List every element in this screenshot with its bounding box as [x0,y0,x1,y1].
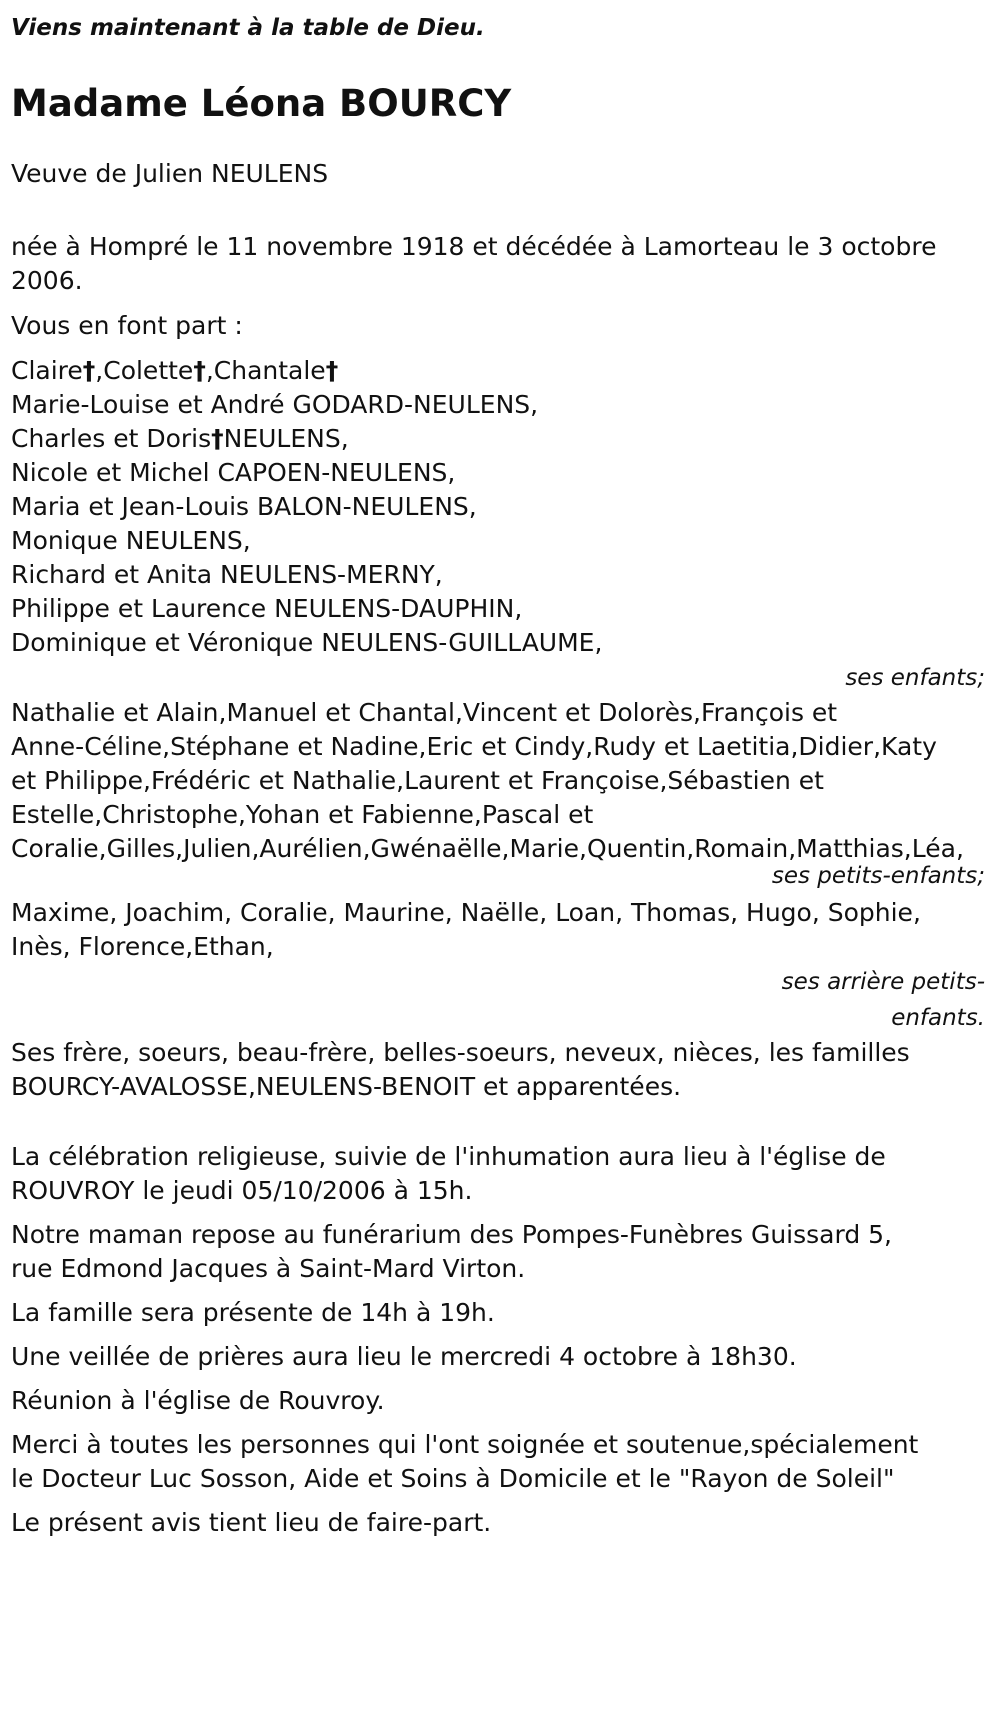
birth-death-line-1: née à Hompré le 11 novembre 1918 et décédée à Lamorteau le 3 octobre [11,232,937,261]
great-grandchildren-line: Inès, Florence,Ethan, [11,932,274,961]
grandchildren-label: ses petits-enfants; [771,863,985,889]
child-name: Chantale [213,356,326,385]
child-line: Maria et Jean-Louis BALON-NEULENS, [11,492,477,521]
family-line-2: BOURCY-AVALOSSE,NEULENS-BENOIT et apparentées. [11,1072,682,1101]
child-name: Colette [103,356,194,385]
birth-death-paragraph [11,230,991,298]
child-line: Philippe et Laurence NEULENS-DAUPHIN, [11,594,523,623]
announce-intro: Vous en font part : [11,311,243,340]
thanks-line-2: le Docteur Luc Sosson, Aide et Soins à Domicile et le "Rayon de Soleil" [11,1464,895,1493]
deceased-children-line: Claire†,Colette†,Chantale† [11,356,339,385]
child-line [11,422,991,456]
ceremony-paragraph [11,1140,991,1208]
child-line: Marie-Louise et André GODARD-NEULENS, [11,390,539,419]
great-grandchildren-line: Maxime, Joachim, Coralie, Maurine, Naëlle, Loan, Thomas, Hugo, Sophie, [11,898,921,927]
widow-line: Veuve de Julien NEULENS [11,159,329,188]
rest-paragraph [11,1218,991,1286]
vigil-line: Une veillée de prières aura lieu le mercredi 4 octobre à 18h30. [11,1342,797,1371]
child-line: Monique NEULENS, [11,526,251,555]
rest-line-2: rue Edmond Jacques à Saint-Mard Virton. [11,1254,526,1283]
deceased-name: Madame Léona BOURCY [11,82,512,125]
obituary-notice [11,10,991,1540]
grandchildren-line: Anne-Céline,Stéphane et Nadine,Eric et Cindy,Rudy et Laetitia,Didier,Katy [11,732,937,761]
ceremony-line-2: ROUVROY le jeudi 05/10/2006 à 15h. [11,1176,473,1205]
cross-icon: † [211,424,224,453]
child-name: NEULENS, [223,424,349,453]
presence-line: La famille sera présente de 14h à 19h. [11,1298,495,1327]
family-line-1: Ses frère, soeurs, beau-frère, belles-soeurs, neveux, nièces, les familles [11,1038,910,1067]
grandchildren-line: et Philippe,Frédéric et Nathalie,Laurent et Françoise,Sébastien et [11,766,824,795]
extended-family [11,1036,991,1104]
great-grandchildren-label-1: ses arrière petits- [781,969,985,995]
children-list [11,354,991,696]
child-line: Richard et Anita NEULENS-MERNY, [11,560,443,589]
thanks-paragraph [11,1428,991,1496]
cross-icon: † [82,356,96,385]
cross-icon: † [193,356,206,385]
grandchildren-list [11,696,991,889]
grandchildren-line: Nathalie et Alain,Manuel et Chantal,Vincent et Dolorès,François et [11,698,838,727]
child-line: Nicole et Michel CAPOEN-NEULENS, [11,458,456,487]
grandchildren-line: Estelle,Christophe,Yohan et Fabienne,Pascal et [11,800,594,829]
child-name: Charles et Doris [11,424,212,453]
child-name: Claire [11,356,83,385]
ceremony-line-1: La célébration religieuse, suivie de l'inhumation aura lieu à l'église de [11,1142,886,1171]
birth-death-line-2: 2006. [11,266,83,295]
opening-quote: Viens maintenant à la table de Dieu. [11,15,485,41]
grandchildren-line: Coralie,Gilles,Julien,Aurélien,Gwénaëlle,Marie,Quentin,Romain,Matthias,Léa, [11,834,964,863]
thanks-line-1: Merci à toutes les personnes qui l'ont soignée et soutenue,spécialement [11,1430,919,1459]
meeting-line: Réunion à l'église de Rouvroy. [11,1386,385,1415]
cross-icon: † [325,356,339,385]
great-grandchildren-list [11,896,991,1036]
closing-line: Le présent avis tient lieu de faire-part. [11,1508,492,1537]
children-label: ses enfants; [845,665,985,691]
great-grandchildren-label-2: enfants. [891,1005,985,1031]
rest-line-1: Notre maman repose au funérarium des Pompes-Funèbres Guissard 5, [11,1220,892,1249]
child-line: Dominique et Véronique NEULENS-GUILLAUME, [11,628,603,657]
